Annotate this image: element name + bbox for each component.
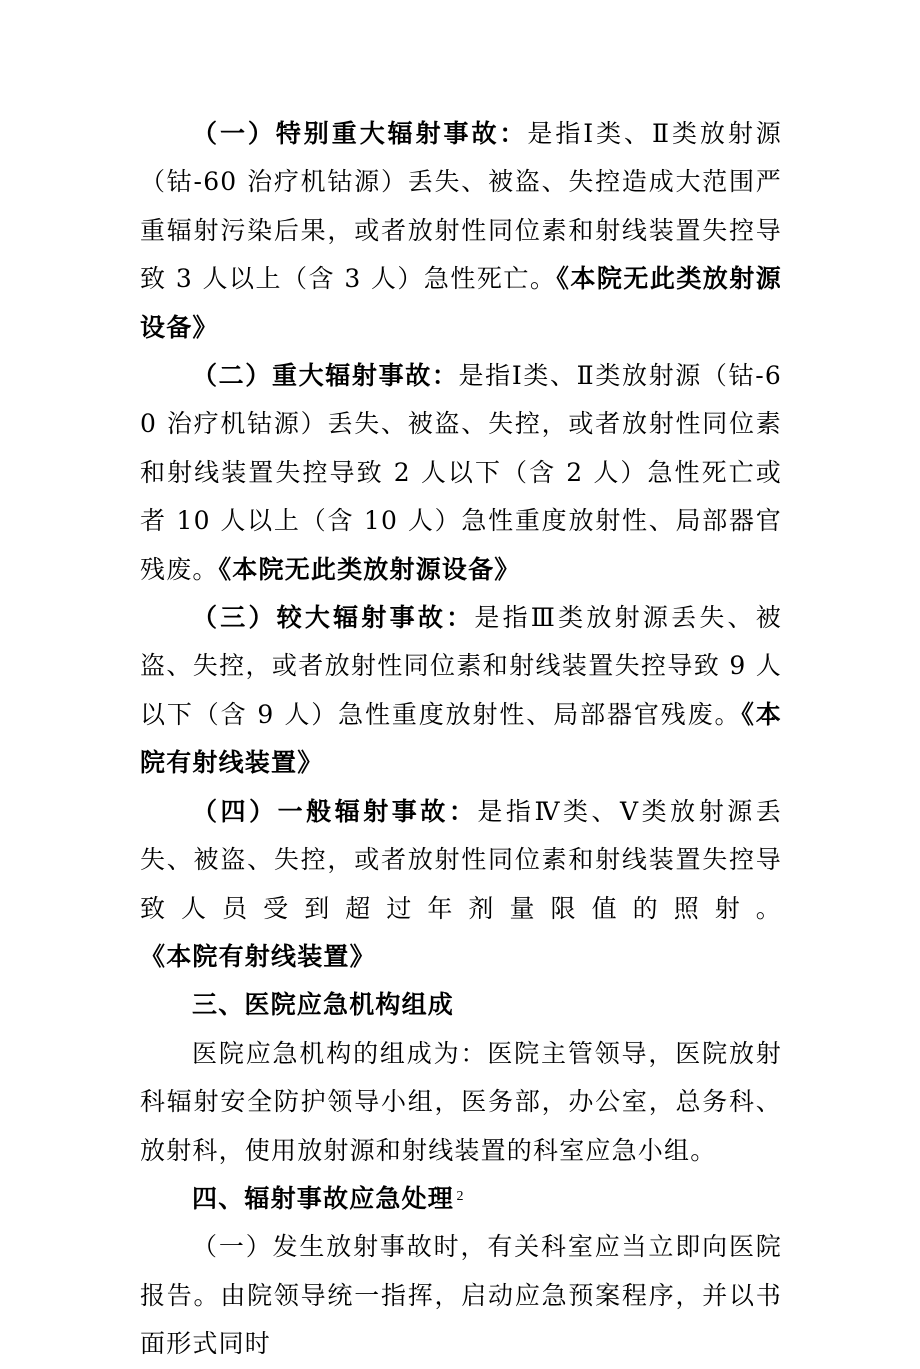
accident-level-3-note: 《本院有射线装置》 [140, 699, 782, 778]
emergency-procedure-paragraph: （一）发生放射事故时，有关科室应当立即向医院报告。由院领导统一指挥，启动应急预案程序，并以书面形式同时 [140, 1232, 782, 1359]
section-heading-organization: 三、医院应急机构组成 [192, 990, 455, 1020]
accident-level-4 [140, 788, 782, 982]
accident-level-4-note: 《本院有射线装置》 [140, 941, 376, 971]
accident-level-1-label: （一）特别重大辐射事故： [192, 119, 528, 148]
accident-level-2-label: （二）重大辐射事故： [192, 361, 459, 391]
section-heading-emergency-handling: 四、辐射事故应急处理 [192, 1183, 455, 1213]
accident-level-4-text: 是指Ⅳ类、Ⅴ类放射源丢失、被盗、失控，或者放射性同位素和射线装置失控导致人员受到超过年剂量限值的照射。 [140, 796, 782, 923]
accident-level-3 [140, 594, 782, 788]
accident-level-3-text: 是指Ⅲ类放射源丢失、被盗、失控，或者放射性同位素和射线装置失控导致 9 人以下（含 9 人）急性重度放射性、局部器官残废。 [140, 603, 782, 729]
page-number: 2 [456, 1189, 464, 1204]
accident-level-2 [140, 352, 782, 594]
accident-level-2-note: 《本院无此类放射源设备》 [218, 554, 521, 584]
accident-level-3-label: （三）较大辐射事故： [192, 603, 475, 633]
accident-level-2-text: 是指Ⅰ类、Ⅱ类放射源（钴-60 治疗机钴源）丢失、被盗、失控，或者放射性同位素和射线装置失控导致 2 人以下（含 2 人）急性死亡或者 10 人以上（含 10 人）急性重度放射性、局部器官残废。 [140, 361, 782, 584]
accident-level-1 [140, 110, 782, 352]
accident-level-4-label: （四）一般辐射事故： [192, 796, 478, 826]
document-body [140, 110, 782, 1369]
accident-level-1-text: 是指Ⅰ类、Ⅱ类放射源（钴-60 治疗机钴源）丢失、被盗、失控造成大范围严重辐射污染后果，或者放射性同位素和射线装置失控导致 3 人以上（含 3 人）急性死亡。 [140, 119, 782, 294]
accident-level-1-note: 《本院无此类放射源设备》 [140, 264, 782, 342]
organization-paragraph: 医院应急机构的组成为：医院主管领导，医院放射科辐射安全防护领导小组，医务部，办公室，总务科、放射科，使用放射源和射线装置的科室应急小组。 [140, 1038, 782, 1165]
